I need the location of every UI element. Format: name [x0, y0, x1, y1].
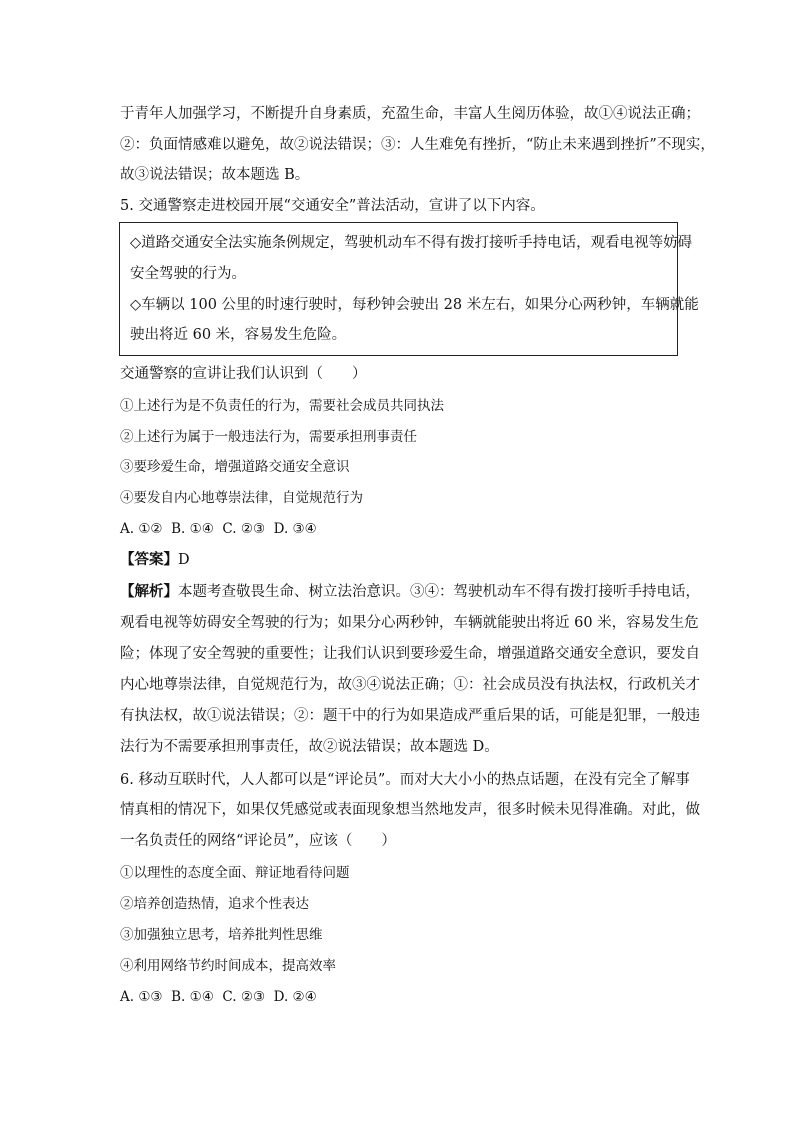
q5-question: 交通警察的宣讲让我们认识到（ ） — [120, 366, 367, 382]
q5-choices: A. ①② B. ①④ C. ②③ D. ③④ — [120, 521, 317, 537]
q5-box-line-4: 驶出将近 60 米，容易发生危险。 — [130, 327, 347, 343]
q6-choices: A. ①③ B. ①④ C. ②③ D. ②④ — [120, 989, 317, 1005]
q6-option-2: ②培养创造热情，追求个性表达 — [120, 896, 309, 912]
q6-stem-line-2: 情真相的情况下，如果仅凭感觉或表面现象想当然地发声，很多时候未见得准确。对此，做 — [120, 802, 700, 818]
q5-analysis-line-3: 险；体现了安全驾驶的重要性；让我们认识到要珍爱生命，增强道路交通安全意识，要发自 — [120, 646, 700, 662]
q5-analysis-line-4: 内心地尊崇法律，自觉规范行为，故③④说法正确；①：社会成员没有执法权，行政机关才 — [120, 677, 700, 693]
q5-box-line-1: ◇道路交通安全法实施条例规定，驾驶机动车不得有拨打接听手持电话，观看电视等妨碍 — [130, 235, 693, 251]
q6-option-3: ③加强独立思考，培养批判性思维 — [120, 927, 323, 943]
prev-analysis-line-3: 故③说法错误；故本题选 B。 — [120, 167, 310, 183]
q5-box-line-3: ◇车辆以 100 公里的时速行驶时，每秒钟会驶出 28 米左右，如果分心两秒钟，车辆就能 — [130, 297, 699, 313]
q5-stem: 5. 交通警察走进校园开展“交通安全”普法活动，宣讲了以下内容。 — [120, 198, 545, 214]
q5-analysis-line-5: 有执法权，故①说法错误；②：题干中的行为如果造成严重后果的话，可能是犯罪，一般违 — [120, 708, 700, 724]
prev-analysis-line-2: ②：负面情感难以避免，故②说法错误；③：人生难免有挫折，“防止未来遇到挫折”不现实， — [120, 137, 715, 153]
answer-value: D — [178, 552, 190, 568]
answer-label: 【答案】 — [120, 551, 178, 568]
q5-box-line-2: 安全驾驶的行为。 — [130, 266, 246, 282]
q6-stem-line-3: 一名负责任的网络“评论员”，应该（ ） — [120, 833, 396, 849]
q5-analysis-line-6: 法行为不需要承担刑事责任，故②说法错误；故本题选 D。 — [120, 739, 499, 755]
q6-option-1: ①以理性的态度全面、辩证地看待问题 — [120, 865, 350, 881]
q5-answer — [120, 550, 190, 570]
prev-analysis-line-1: 于青年人加强学习，不断提升自身素质，充盈生命，丰富人生阅历体验，故①④说法正确； — [120, 106, 700, 122]
q5-option-4: ④要发自内心地尊崇法律，自觉规范行为 — [120, 490, 363, 506]
q5-option-2: ②上述行为属于一般违法行为，需要承担刑事责任 — [120, 429, 417, 445]
q5-material-box — [119, 222, 699, 356]
analysis-first-text: 本题考查敬畏生命、树立法治意识。③④：驾驶机动车不得有拨打接听手持电话， — [178, 584, 700, 600]
analysis-label: 【解析】 — [120, 583, 178, 600]
q5-analysis-line-1 — [120, 582, 700, 602]
q5-analysis-line-2: 观看电视等妨碍安全驾驶的行为；如果分心两秒钟，车辆就能驶出将近 60 米，容易发生危 — [120, 615, 699, 631]
q6-option-4: ④利用网络节约时间成本，提高效率 — [120, 958, 336, 974]
q6-stem-line-1: 6. 移动互联时代，人人都可以是“评论员”。而对大大小小的热点话题，在没有完全了解事 — [120, 772, 690, 788]
q5-option-1: ①上述行为是不负责任的行为，需要社会成员共同执法 — [120, 398, 444, 414]
q5-option-3: ③要珍爱生命，增强道路交通安全意识 — [120, 459, 350, 475]
